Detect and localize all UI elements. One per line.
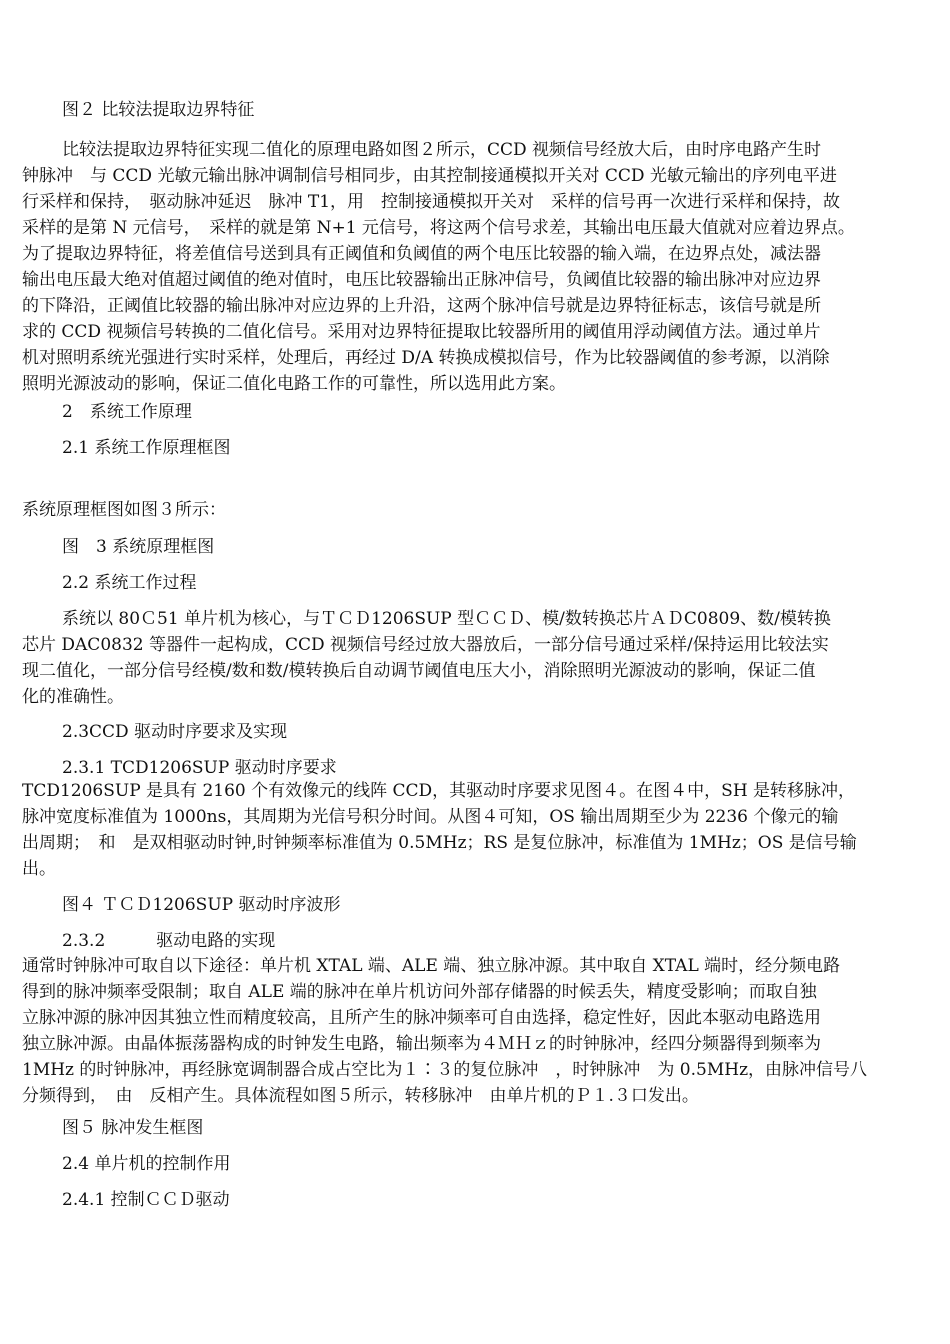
paragraph-line: 芯片 DAC0832 等器件一起构成，CCD 视频信号经过放大器放后，一部分信号通过采样/保持运用比较法实 (22, 635, 829, 655)
paragraph-line: 机对照明系统光强进行实时采样，处理后，再经过 D/A 转换成模拟信号，作为比较器阈值的参考源，以消除 (22, 348, 830, 368)
figure-4-caption: 图４ ＴＣＤ1206SUP 驱动时序波形 (62, 895, 341, 915)
paragraph-line: 系统以 80Ｃ51 单片机为核心，与ＴＣＤ1206SUP 型ＣＣＤ、模/数转换芯片ＡＤC0809、数/模转换 (62, 609, 831, 629)
section-heading-2-4-1: 2.4.1 控制ＣＣＤ驱动 (62, 1190, 230, 1210)
paragraph-line: 出。 (22, 859, 56, 879)
system-block-diagram-intro: 系统原理框图如图３所示： (22, 500, 226, 520)
paragraph-line: 比较法提取边界特征实现二值化的原理电路如图２所示，CCD 视频信号经放大后，由时序电路产生时 (62, 140, 822, 160)
paragraph-line: 脉冲宽度标准值为 1000ns，其周期为光信号积分时间。从图４可知，OS 输出周期至少为 2236 个像元的输 (22, 807, 839, 827)
paragraph-line: 独立脉冲源。由晶体振荡器构成的时钟发生电路，输出频率为４ＭＨｚ的时钟脉冲，经四分频器得到频率为 (22, 1034, 821, 1054)
paragraph-line: 现二值化，一部分信号经模/数和数/模转换后自动调节阈值电压大小，消除照明光源波动的影响，保证二值 (22, 661, 816, 681)
paragraph-line: 得到的脉冲频率受限制；取自 ALE 端的脉冲在单片机访问外部存储器的时候丢失，精度受影响；而取自独 (22, 982, 817, 1002)
paragraph-line: 1MHz 的时钟脉冲，再经脉宽调制器合成占空比为１∶３的复位脉冲 ，时钟脉冲 为 0.5MHz，由脉冲信号八 (22, 1060, 868, 1080)
paragraph-line: 行采样和保持， 驱动脉冲延迟 脉冲 T1，用 控制接通模拟开关对 采样的信号再一次进行采样和保持，故 (22, 192, 841, 212)
paragraph-drive-circuit (22, 953, 930, 1109)
section-heading-2: 2 系统工作原理 (62, 402, 192, 422)
figure-5-caption: 图５ 脉冲发生框图 (62, 1118, 204, 1138)
paragraph-line: TCD1206SUP 是具有 2160 个有效像元的线阵 CCD，其驱动时序要求见图４。在图４中，SH 是转移脉冲， (22, 781, 856, 801)
paragraph-line: 通常时钟脉冲可取自以下途径：单片机 XTAL 端、ALE 端、独立脉冲源。其中取自 XTAL 端时，经分频电路 (22, 956, 841, 976)
paragraph-line: 出周期； 和 是双相驱动时钟,时钟频率标准值为 0.5MHz；RS 是复位脉冲，标准值为 1MHz；OS 是信号输 (22, 833, 857, 853)
paragraph-line: 采样的是第 N 元信号， 采样的就是第 N+1 元信号，将这两个信号求差，其输出电压最大值就对应着边界点。 (22, 218, 855, 238)
section-heading-2-2: 2.2 系统工作过程 (62, 573, 197, 593)
figure-3-caption: 图 3 系统原理框图 (62, 537, 215, 557)
paragraph-comparison-method (22, 137, 930, 397)
section-heading-2-3-2: 2.3.2 驱动电路的实现 (62, 931, 276, 951)
section-heading-2-1: 2.1 系统工作原理框图 (62, 438, 231, 458)
paragraph-line: 立脉冲源的脉冲因其独立性而精度较高，且所产生的脉冲频率可自由选择，稳定性好，因此本驱动电路选用 (22, 1008, 821, 1028)
section-heading-2-3-1: 2.3.1 TCD1206SUP 驱动时序要求 (62, 758, 337, 778)
section-heading-2-4: 2.4 单片机的控制作用 (62, 1154, 231, 1174)
paragraph-line: 求的 CCD 视频信号转换的二值化信号。采用对边界特征提取比较器所用的阈值用浮动阈值方法。通过单片 (22, 322, 821, 342)
paragraph-line: 输出电压最大绝对值超过阈值的绝对值时，电压比较器输出正脉冲信号，负阈值比较器的输出脉冲对应边界 (22, 270, 821, 290)
paragraph-line: 钟脉冲 与 CCD 光敏元输出脉冲调制信号相同步，由其控制接通模拟开关对 CCD 光敏元输出的序列电平进 (22, 166, 837, 186)
paragraph-line: 的下降沿，正阈值比较器的输出脉冲对应边界的上升沿，这两个脉冲信号就是边界特征标志，该信号就是所 (22, 296, 821, 316)
paragraph-line: 照明光源波动的影响，保证二值化电路工作的可靠性，所以选用此方案。 (22, 374, 566, 394)
paragraph-line: 为了提取边界特征，将差值信号送到具有正阈值和负阈值的两个电压比较器的输入端，在边界点处，减法器 (22, 244, 821, 264)
section-heading-2-3: 2.3CCD 驱动时序要求及实现 (62, 722, 288, 742)
figure-2-caption: 图２ 比较法提取边界特征 (62, 100, 255, 120)
paragraph-line: 化的准确性。 (22, 687, 124, 707)
paragraph-timing-requirements (22, 778, 930, 882)
paragraph-system-process (22, 606, 930, 710)
paragraph-line: 分频得到， 由 反相产生。具体流程如图５所示，转移脉冲 由单片机的Ｐ１.３口发出。 (22, 1086, 699, 1106)
